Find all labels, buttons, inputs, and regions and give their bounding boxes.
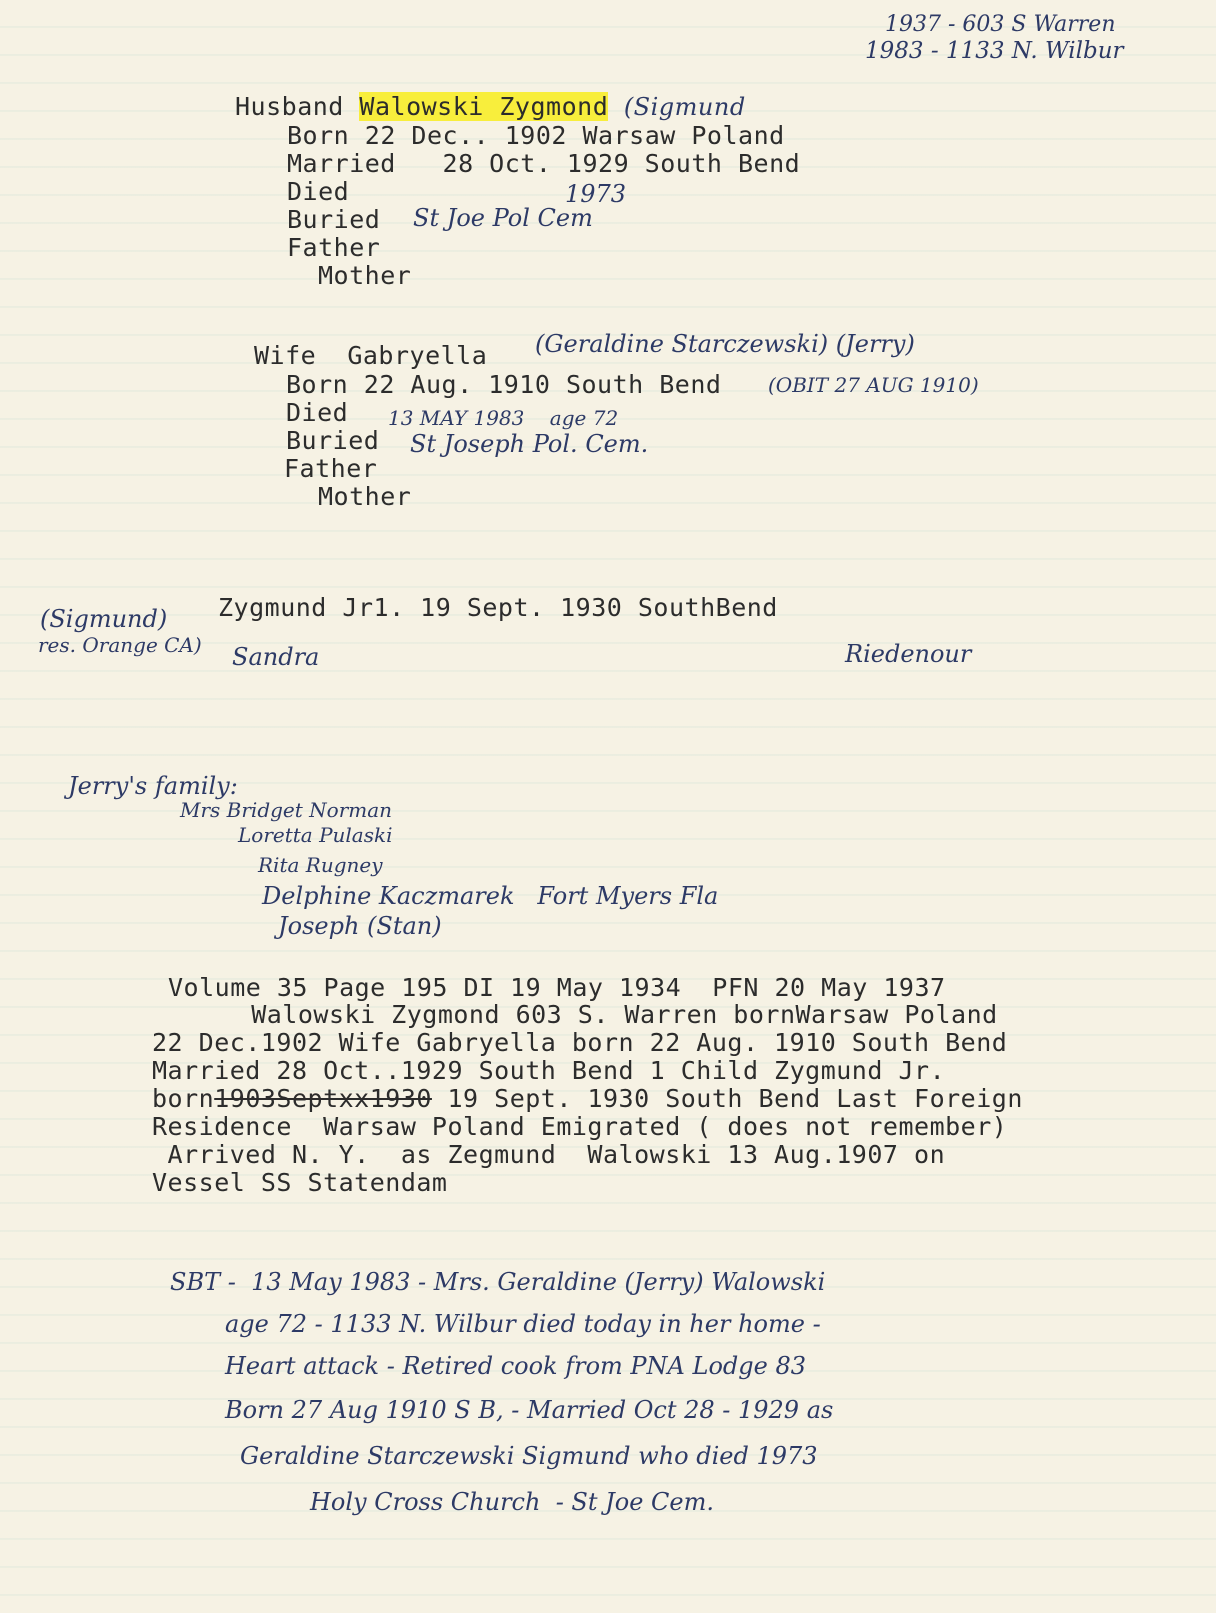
family-line-2: Loretta Pulaski xyxy=(238,823,393,847)
record-born-struck: 1903Septxx1930 xyxy=(214,1084,432,1113)
husband-buried-hw: St Joe Pol Cem xyxy=(413,204,593,232)
wife-buried-hw: St Joseph Pol. Cem. xyxy=(410,430,649,458)
husband-married xyxy=(287,149,800,178)
husband-buried-label: Buried xyxy=(287,205,381,234)
wife-born-hw: (OBIT 27 AUG 1910) xyxy=(768,373,979,397)
wife-died-label: Died xyxy=(286,398,349,427)
wife-died-hw: 13 MAY 1983 age 72 xyxy=(388,406,619,430)
husband-married-value: 28 Oct. 1929 South Bend xyxy=(442,149,801,178)
record-line-1: Volume 35 Page 195 DI 19 May 1934 PFN 20 May 1937 xyxy=(168,973,946,1002)
corner-note-2: 1983 - 1133 N. Wilbur xyxy=(865,38,1124,64)
wife-born-label: Born xyxy=(286,370,349,399)
husband-born xyxy=(287,121,785,150)
husband-born-value: 22 Dec.. 1902 Warsaw Poland xyxy=(364,121,785,150)
husband-married-label: Married xyxy=(287,149,396,178)
obit-line-5: Geraldine Starczewski Sigmund who died 1973 xyxy=(240,1442,818,1470)
child-surname-hw: Riedenour xyxy=(845,640,972,668)
record-line-3: 22 Dec.1902 Wife Gabryella born 22 Aug. 1910 South Bend xyxy=(152,1028,1008,1057)
family-line-3: Rita Rugney xyxy=(258,853,383,877)
husband-name: Walowski Zygmond xyxy=(359,92,609,121)
husband-label: Husband xyxy=(235,92,344,121)
obit-line-1: SBT - 13 May 1983 - Mrs. Geraldine (Jerry) Walowski xyxy=(170,1268,826,1296)
wife-mother-label: Mother xyxy=(318,482,412,511)
husband-hw-name: (Sigmund xyxy=(623,93,746,121)
wife-line xyxy=(254,341,487,370)
obit-line-6: Holy Cross Church - St Joe Cem. xyxy=(310,1488,715,1516)
family-line-5: Joseph (Stan) xyxy=(278,912,442,940)
corner-note-1: 1937 - 603 S Warren xyxy=(885,12,1116,37)
obit-line-2: age 72 - 1133 N. Wilbur died today in her home - xyxy=(225,1310,821,1338)
obit-line-3: Heart attack - Retired cook from PNA Lodge 83 xyxy=(225,1352,807,1380)
record-line-born xyxy=(152,1084,1023,1113)
family-line-1: Mrs Bridget Norman xyxy=(180,798,393,822)
record-line-2: Walowski Zygmond 603 S. Warren bornWarsaw Poland xyxy=(189,1000,998,1029)
husband-died-label: Died xyxy=(287,177,350,206)
wife-name: Gabryella xyxy=(347,341,488,370)
record-born-prefix: born xyxy=(152,1084,215,1113)
husband-father-label: Father xyxy=(287,233,381,262)
husband-born-label: Born xyxy=(287,121,350,150)
record-line-4: Married 28 Oct..1929 South Bend 1 Child Zygmund Jr. xyxy=(152,1056,946,1085)
husband-mother-label: Mother xyxy=(318,261,412,290)
child-hw-left-1: (Sigmund) xyxy=(40,605,168,633)
child-hw-left-2: res. Orange CA) xyxy=(38,633,202,657)
husband-line xyxy=(235,92,746,121)
wife-buried-label: Buried xyxy=(286,426,380,455)
obit-line-4: Born 27 Aug 1910 S B, - Married Oct 28 - 1929 as xyxy=(225,1396,834,1424)
wife-label: Wife xyxy=(254,341,317,370)
record-line-5: Residence Warsaw Poland Emigrated ( does not remember) xyxy=(152,1112,1008,1141)
family-heading: Jerry's family: xyxy=(68,772,238,800)
child-spouse-hw: Sandra xyxy=(232,643,320,671)
record-line-7: Vessel SS Statendam xyxy=(152,1168,448,1197)
family-line-4: Delphine Kaczmarek Fort Myers Fla xyxy=(262,882,719,910)
wife-born xyxy=(286,370,721,399)
record-line-6: Arrived N. Y. as Zegmund Walowski 13 Aug.1907 on xyxy=(152,1140,946,1169)
wife-father-label: Father xyxy=(284,454,378,483)
wife-hw-name: (Geraldine Starczewski) (Jerry) xyxy=(535,330,915,358)
husband-died-hw: 1973 xyxy=(565,180,627,208)
record-born-suffix: 19 Sept. 1930 South Bend Last Foreign xyxy=(431,1084,1023,1113)
wife-born-value: 22 Aug. 1910 South Bend xyxy=(363,370,722,399)
child-text: Zygmund Jr1. 19 Sept. 1930 SouthBend xyxy=(218,593,778,622)
